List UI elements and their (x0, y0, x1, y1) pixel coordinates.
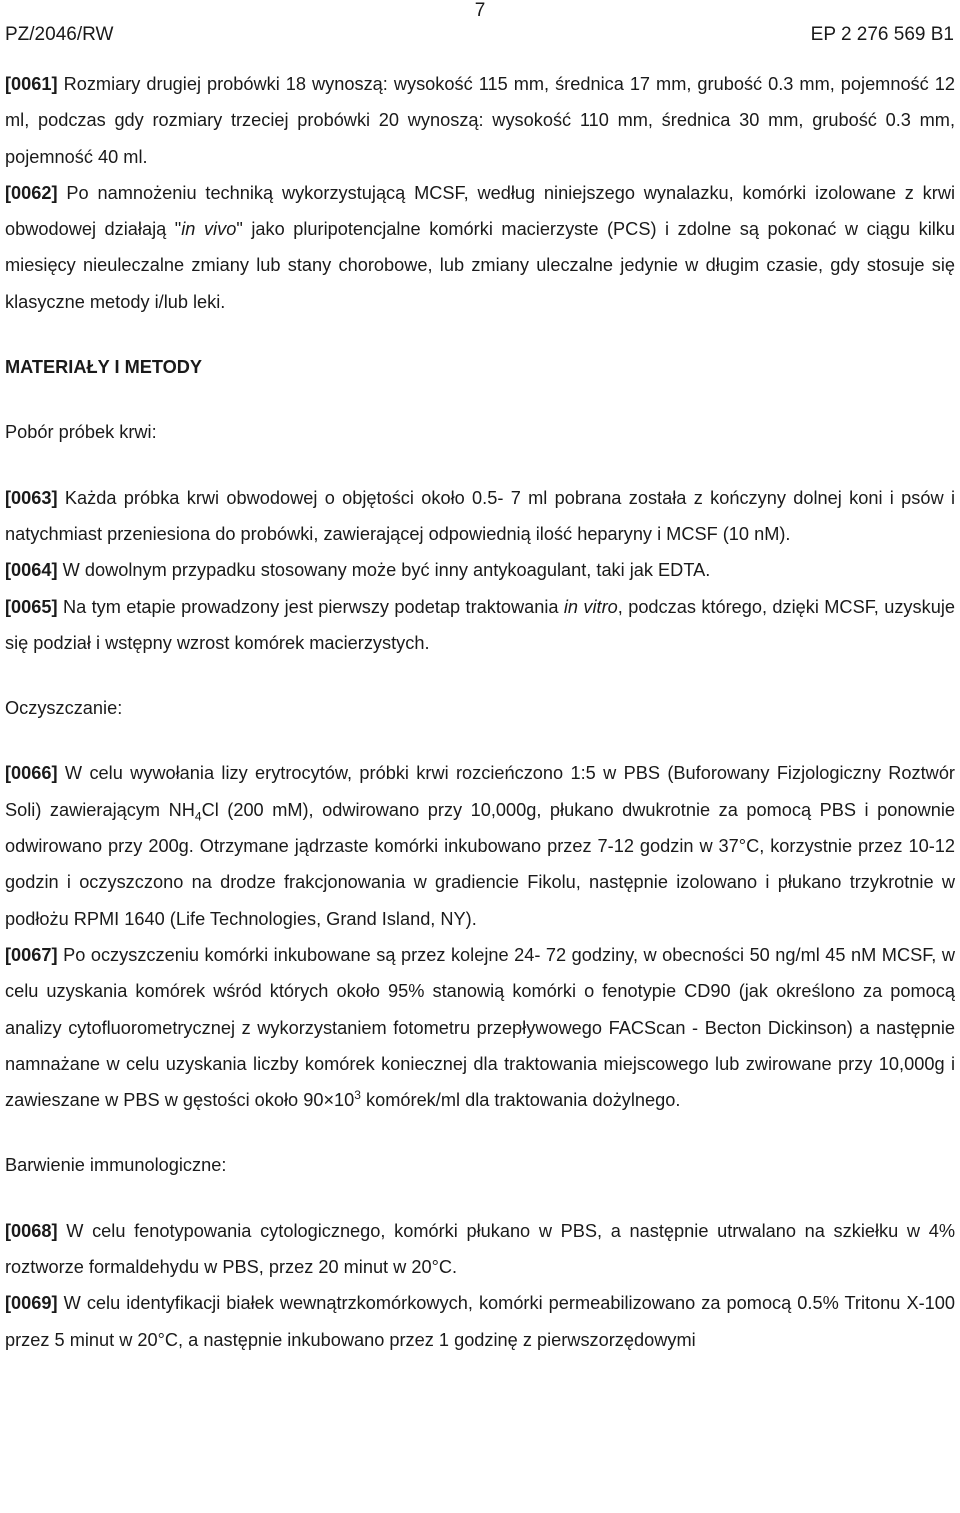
subheading-purification: Oczyszczanie: (5, 698, 123, 719)
paragraph-text: , podczas którego, dzięki MCSF, uzyskuje się podział i wstępny wzrost komórek macierzystych. (5, 596, 955, 653)
paragraph-text: W celu wywołania lizy erytrocytów, próbki krwi rozcieńczono 1:5 w PBS (Buforowany Fizjologiczny Roztwór Soli) zawierającym NH (5, 763, 955, 820)
italic-term: in vitro (563, 596, 618, 617)
paragraph-text: Rozmiary drugiej probówki 18 wynoszą: wysokość 115 mm, średnica 17 mm, grubość 0.3 mm, pojemność 12 ml, podczas gdy rozmiary trzeciej probówki 20 wynoszą: wysokość 110 mm, średnica 30 mm, grubość 0.3 mm, pojemność 40 ml. (5, 74, 955, 167)
paragraph-0069 (5, 1285, 955, 1358)
paragraph-text: Cl (200 mM), odwirowano przy 10,000g, płukano dwukrotnie za pomocą PBS i ponownie odwirowano przy 200g. Otrzymane jądrzaste komórki inkubowano przez 7-12 godzin w 37°C, korzystnie przez 10-12 godzin i oczyszczono na drodze frakcjonowania w gradiencie Fikolu, następnie izolowano i płukano trzykrotnie w podłożu RPMI 1640 (Life Technologies, Grand Island, NY). (5, 799, 955, 929)
page-header (0, 0, 960, 50)
paragraph-0066 (5, 755, 955, 936)
paragraph-text: W dowolnym przypadku stosowany może być inny antykoagulant, taki jak EDTA. (57, 560, 711, 581)
paragraph-number: [0064] (5, 560, 58, 581)
paragraph-text: Po namnożeniu techniką wykorzystującą MCSF, według niniejszego wynalazku, komórki izolowane z krwi obwodowej działają " (5, 182, 955, 240)
paragraph-text: Każda próbka krwi obwodowej o objętości około 0.5- 7 ml pobrana została z kończyny dolnej koni i psów i natychmiast przeniesiona do probówki, zawierającej odpowiednią ilość heparyny i MCSF (10 nM). (5, 487, 955, 544)
patent-number: EP 2 276 569 B1 (810, 24, 954, 45)
paragraph-number: [0066] (5, 763, 58, 784)
paragraph-text: W celu fenotypowania cytologicznego, komórki płukano w PBS, a następnie utrwalano na szkiełku w 4% roztworze formaldehydu w PBS, przez 20 minut w 20°C. (5, 1220, 955, 1278)
paragraph-0064 (5, 552, 955, 588)
paragraph-text: " jako pluripotencjalne komórki macierzyste (PCS) i zdolne są pokonać w ciągu kilku miesięcy nieuleczalne zmiany lub stany chorobowe, lub zmiany uleczalne jedynie w długim czasie, gdy stosuje się klasyczne metody i/lub leki. (5, 219, 955, 312)
paragraph-0062 (5, 175, 955, 320)
paragraph-0065 (5, 589, 955, 662)
paragraph-number: [0067] (5, 944, 58, 965)
paragraph-number: [0068] (5, 1220, 58, 1241)
paragraph-number: [0062] (5, 182, 58, 203)
paragraph-number: [0069] (5, 1293, 58, 1314)
page-number: 7 (474, 0, 486, 21)
paragraph-text: W celu identyfikacji białek wewnątrzkomórkowych, komórki permeabilizowano za pomocą 0.5% Tritonu X-100 przez 5 minut w 20°C, a następnie inkubowano przez 1 godzinę z pierwszorzędowymi (5, 1293, 955, 1350)
paragraph-0061 (5, 66, 955, 175)
paragraph-0063 (5, 480, 955, 553)
document-code: PZ/2046/RW (5, 24, 114, 45)
italic-term: in vivo (181, 219, 237, 240)
paragraph-text: Na tym etapie prowadzony jest pierwszy podetap traktowania (57, 596, 564, 617)
paragraph-number: [0061] (5, 74, 58, 94)
paragraph-0068 (5, 1213, 955, 1286)
paragraph-text: komórek/ml dla traktowania dożylnego. (360, 1090, 681, 1111)
subheading-blood-sampling: Pobór próbek krwi: (5, 422, 157, 443)
paragraph-number: [0065] (5, 596, 58, 617)
paragraph-0067 (5, 937, 955, 1118)
paragraph-text: Po oczyszczeniu komórki inkubowane są przez kolejne 24- 72 godziny, w obecności 50 ng/ml 45 nM MCSF, w celu uzyskania komórek wśród których około 95% stanowią komórki o fenotypie CD90 (jak określono za pomocą analizy cytofluorometrycznej z wykorzystaniem fotometru przepływowego FACScan - Becton Dickinson) a następnie namnażane w celu uzyskania liczby komórek koniecznej dla traktowania miejscowego lub zwirowane przy 10,000g i zawieszane w PBS w gęstości około 90×10 (5, 944, 955, 1111)
page-body (5, 66, 955, 1358)
section-heading: MATERIAŁY I METODY (5, 357, 203, 378)
subheading-immunostaining: Barwienie immunologiczne: (5, 1155, 227, 1176)
subscript: 4 (194, 809, 202, 824)
paragraph-number: [0063] (5, 487, 58, 508)
superscript: 3 (354, 1088, 361, 1103)
